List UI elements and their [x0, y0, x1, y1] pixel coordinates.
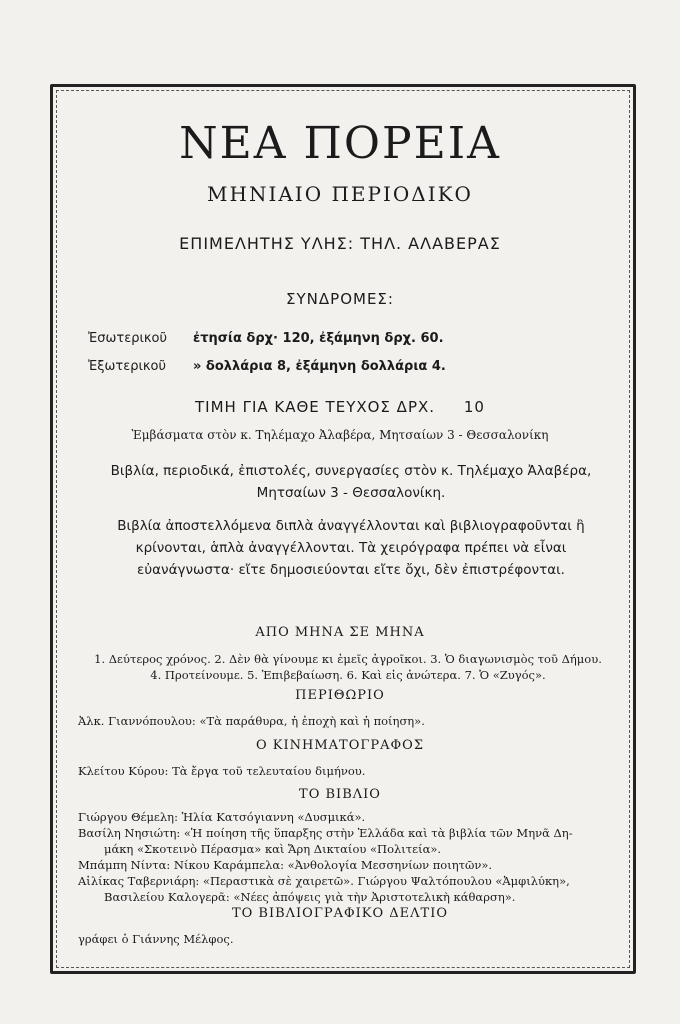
section-title-vivlio: ΤΟ ΒΙΒΛΙΟ [299, 787, 381, 802]
section-line: Βασιλείου Καλογερᾶ: «Νέες ἀπόψεις γιὰ τὴν Ἀριστοτελικὴ κάθαρση». [104, 890, 516, 904]
section-line: μάκη «Σκοτεινὸ Πέρασμα» καὶ Ἄρη Δικταίου «Πολιτεία». [104, 842, 442, 856]
section-line: Βασίλη Νησιώτη: «Ἡ ποίηση τῆς ὕπαρξης στὴν Ἑλλάδα καὶ τὰ βιβλία τῶν Μηνᾶ Δη- [78, 826, 573, 840]
magazine-subtitle: ΜΗΝΙΑΙΟ ΠΕΡΙΟΔΙΚΟ [207, 182, 473, 206]
section-line: Μπάμπη Νίντα: Νίκου Καράμπελα: «Ἀνθολογία Μεσσηνίων ποιητῶν». [78, 858, 493, 872]
section-title-kinimatografos: Ο ΚΙΝΗΜΑΤΟΓΡΑΦΟΣ [255, 738, 425, 753]
section-line: Ἀλκ. Γιαννόπουλου: «Τὰ παράθυρα, ἡ ἐποχὴ καὶ ἡ ποίηση». [78, 714, 425, 728]
subscription-interior [88, 331, 444, 346]
subscription-interior-text: ἐτησία δρχ· 120, ἐξάμηνη δρχ. 60. [193, 331, 444, 346]
section-line: 1. Δεύτερος χρόνος. 2. Δὲν θὰ γίνουμε κι ἐμεῖς ἀγροῖκοι. 3. Ὁ διαγωνισμὸς τοῦ Δήμου. [94, 652, 602, 666]
section-line: Κλείτου Κύρου: Τὰ ἔργα τοῦ τελευταίου διμήνου. [78, 764, 366, 778]
subscriptions-heading: ΣΥΝΔΡΟΜΕΣ: [286, 290, 394, 308]
section-title-apo-mina: ΑΠΟ ΜΗΝΑ ΣΕ ΜΗΝΑ [255, 625, 425, 640]
issue-price: ΤΙΜΗ ΓΙΑ ΚΑΘΕ ΤΕΥΧΟΣ ΔΡΧ. 10 [195, 398, 485, 416]
editor-line: ΕΠΙΜΕΛΗΤΗΣ ΥΛΗΣ: ΤΗΛ. ΑΛΑΒΕΡΑΣ [179, 234, 501, 253]
subscription-interior-label: Ἐσωτερικοῦ [88, 331, 168, 346]
section-title-perithorio: ΠΕΡΙΘΩΡΙΟ [295, 688, 385, 703]
section-line: γράφει ὁ Γιάννης Μέλφος. [78, 932, 234, 946]
section-line: Αἰλίκας Ταβερνιάρη: «Περαστικὰ σὲ χαιρετῶ». Γιώργου Ψαλτόπουλου «Ἀμφιλύκη», [78, 874, 570, 888]
subscription-exterior-text: » δολλάρια 8, ἐξάμηνη δολλάρια 4. [193, 359, 446, 374]
section-title-deltio: ΤΟ ΒΙΒΛΙΟΓΡΑΦΙΚΟ ΔΕΛΤΙΟ [231, 906, 449, 921]
section-line: 4. Προτείνουμε. 5. Ἐπιβεβαίωση. 6. Καὶ εἰς ἀνώτερα. 7. Ὁ «Ζυγός». [150, 668, 546, 682]
subscription-exterior [88, 359, 446, 374]
magazine-title: ΝΕΑ ΠΟΡΕΙΑ [179, 118, 501, 169]
remittance-address: Ἐμβάσματα στὸν κ. Τηλέμαχο Ἀλαβέρα, Μητσαίων 3 - Θεσσαλονίκη [131, 428, 549, 442]
correspondence-notice: Βιβλία, περιοδικά, ἐπιστολές, συνεργασίες στὸν κ. Τηλέμαχο Ἀλαβέρα, Μητσαίων 3 - Θεσσαλονίκη. [110, 463, 592, 501]
subscription-exterior-label: Ἐξωτερικοῦ [88, 359, 167, 374]
section-line: Γιώργου Θέμελη: Ἡλία Κατσόγιαννη «Δυσμικά». [78, 810, 366, 824]
books-notice: Βιβλία ἀποστελλόμενα διπλὰ ἀναγγέλλονται καὶ βιβλιογραφοῦνται ἢ κρίνονται, ἁπλὰ ἀναγγέλλονται. Τὰ χειρόγραφα πρέπει νὰ εἶναι εὐανάγνωστα· εἴτε δημοσιεύονται εἴτε ὄχι, δὲν ἐπιστρέφονται. [117, 518, 585, 578]
